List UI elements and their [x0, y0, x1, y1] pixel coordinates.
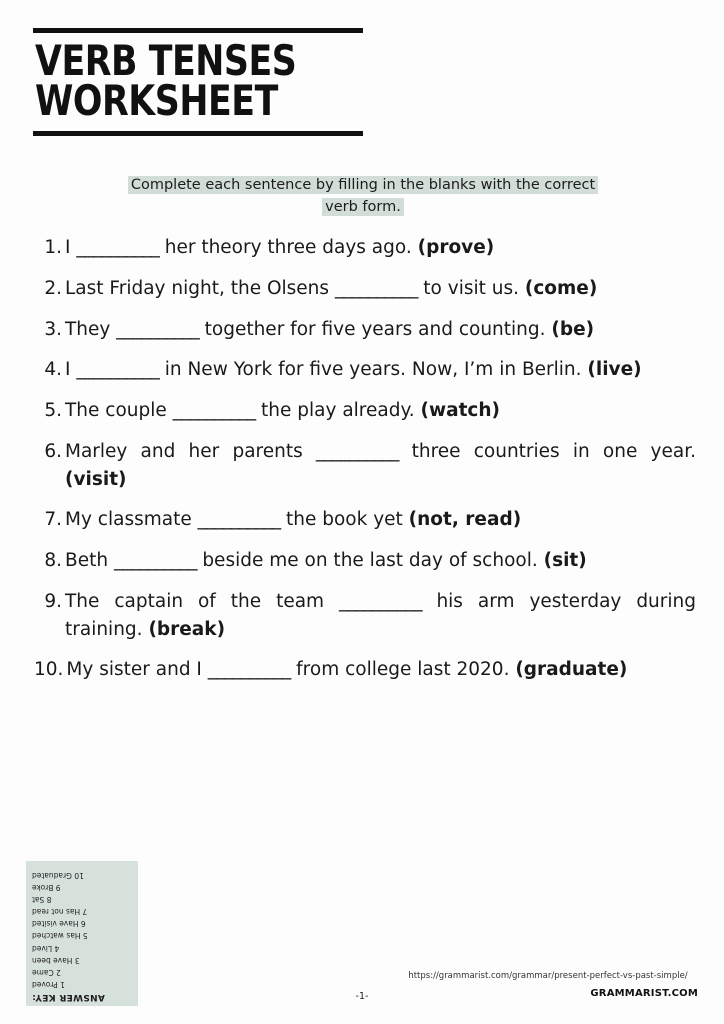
- question-pre: My sister and I: [66, 659, 208, 681]
- verb-cue: (break): [148, 618, 226, 640]
- question-post: beside me on the last day of school.: [196, 550, 544, 571]
- answer-blank[interactable]: __________: [172, 400, 256, 421]
- answer-key-item: 4 Lived: [32, 943, 60, 953]
- answer-blank[interactable]: __________: [76, 359, 159, 381]
- question-post: to visit us.: [417, 277, 525, 299]
- verb-cue: (visit): [65, 468, 127, 490]
- answer-key-item: 8 Sat: [32, 895, 52, 905]
- list-item: [34, 275, 696, 303]
- question-pre: My classmate: [65, 509, 198, 531]
- verb-cue: (sit): [543, 550, 587, 571]
- list-item: [34, 656, 696, 684]
- question-number: 6.: [44, 440, 62, 462]
- question-body: [65, 506, 696, 534]
- question-body: [65, 275, 696, 303]
- list-item: [34, 397, 696, 425]
- answer-blank[interactable]: __________: [339, 590, 422, 612]
- footer-brand: GRAMMARIST.COM: [590, 988, 698, 999]
- list-item: [34, 506, 696, 534]
- question-post: from college last 2020.: [290, 659, 516, 681]
- question-body: [65, 588, 696, 644]
- question-body: [65, 547, 696, 575]
- question-pre: They: [65, 318, 117, 340]
- answer-key-item: 3 Have been: [32, 955, 80, 965]
- question-post: in New York for five years. Now, I’m in Berlin.: [158, 359, 588, 381]
- question-number: 7.: [44, 509, 62, 531]
- question-pre: The couple: [65, 400, 173, 421]
- question-pre: I: [65, 359, 77, 381]
- list-item: [34, 588, 696, 644]
- question-post: three countries in one year.: [398, 440, 696, 462]
- question-body: [65, 438, 696, 494]
- title-rule-bottom: [33, 131, 363, 136]
- answer-key-item: 2 Came: [32, 967, 61, 977]
- answer-blank[interactable]: __________: [113, 550, 197, 571]
- question-body: [65, 356, 696, 384]
- question-pre: Marley and her parents: [65, 440, 316, 462]
- question-number: 10.: [34, 659, 64, 681]
- question-post: the book yet: [280, 509, 409, 531]
- question-pre: Beth: [65, 550, 114, 571]
- list-item: [34, 234, 696, 262]
- question-pre: The captain of the team: [65, 590, 339, 612]
- title-line-2: WORKSHEET: [35, 75, 278, 125]
- question-number: 9.: [44, 590, 62, 612]
- answer-blank[interactable]: __________: [315, 440, 399, 462]
- verb-cue: (live): [587, 359, 642, 381]
- answer-key-item: 7 Has not read: [32, 907, 88, 917]
- answer-blank[interactable]: __________: [207, 659, 291, 681]
- verb-cue: (graduate): [515, 659, 628, 681]
- answer-key-panel: [26, 861, 138, 1006]
- question-number: 8.: [44, 550, 62, 571]
- verb-cue: (watch): [420, 400, 501, 421]
- question-body: [65, 316, 696, 344]
- verb-cue: (prove): [417, 237, 495, 258]
- answer-blank[interactable]: __________: [76, 237, 159, 258]
- answer-key-item: 10 Graduated: [32, 870, 84, 880]
- question-body: [66, 656, 696, 684]
- page-number: -1-: [355, 991, 369, 1002]
- question-post: her theory three days ago.: [158, 237, 418, 258]
- list-item: [34, 356, 696, 384]
- instruction-highlight: Complete each sentence by filling in the blanks with the correct verb form.: [128, 176, 598, 216]
- list-item: [34, 547, 696, 575]
- question-pre: Last Friday night, the Olsens: [65, 277, 335, 299]
- question-number: 4.: [44, 359, 62, 381]
- answer-key-item: 9 Broke: [32, 882, 61, 892]
- title-line-1: VERB TENSES: [35, 36, 297, 85]
- question-pre: I: [65, 237, 77, 258]
- answer-key-item: 6 Have visited: [32, 919, 86, 929]
- question-list: [34, 234, 696, 697]
- instruction-text: [112, 174, 614, 219]
- question-post: the play already.: [255, 400, 421, 421]
- answer-blank[interactable]: __________: [334, 277, 418, 299]
- question-post: his arm yesterday during training.: [65, 590, 696, 640]
- page-title: [33, 28, 363, 136]
- answer-key-item: 1 Proved: [32, 980, 65, 989]
- question-number: 1.: [44, 237, 62, 258]
- list-item: [34, 316, 696, 344]
- footer-source-url[interactable]: https://grammarist.com/grammar/present-perfect-vs-past-simple/: [408, 971, 688, 981]
- answer-key-item: 5 Has watched: [32, 931, 88, 941]
- title-text: [33, 33, 363, 127]
- verb-cue: (be): [551, 318, 595, 340]
- list-item: [34, 438, 696, 494]
- verb-cue: (not, read): [408, 509, 522, 531]
- question-number: 5.: [44, 400, 62, 421]
- answer-blank[interactable]: __________: [197, 509, 281, 531]
- question-number: 2.: [44, 277, 62, 299]
- question-number: 3.: [44, 318, 62, 340]
- question-post: together for five years and counting.: [198, 318, 552, 340]
- answer-key-list: [32, 869, 132, 990]
- answer-blank[interactable]: __________: [116, 318, 199, 340]
- question-body: [65, 234, 696, 262]
- question-body: [65, 397, 696, 425]
- verb-cue: (come): [524, 277, 598, 299]
- answer-key-title: ANSWER KEY:: [32, 992, 105, 1002]
